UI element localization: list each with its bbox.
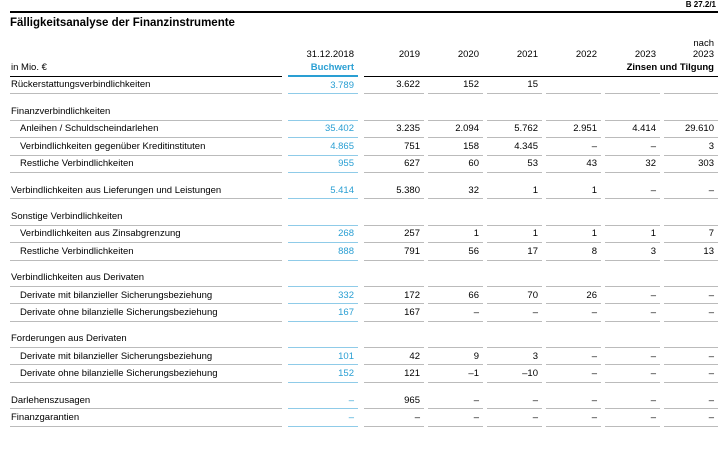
row-label: Derivate ohne bilanzielle Sicherungsbeziehung xyxy=(10,365,282,382)
value-cell xyxy=(487,103,542,120)
table-row xyxy=(10,76,718,94)
table-row xyxy=(10,208,718,225)
col-header-nach: nach xyxy=(693,38,714,49)
col-header-2023: 2023 xyxy=(634,49,656,60)
col-header-2020: 2020 xyxy=(457,49,479,60)
value-cell xyxy=(428,270,483,287)
row-label: Verbindlichkeiten aus Lieferungen und Leistungen xyxy=(10,182,282,199)
value-cell: – xyxy=(546,304,601,321)
value-cell: – xyxy=(546,409,601,426)
value-cell: 13 xyxy=(664,243,718,260)
table-row xyxy=(10,348,718,365)
row-label: Verbindlichkeiten gegenüber Kreditinstituten xyxy=(10,138,282,155)
value-cell: –10 xyxy=(487,365,542,382)
value-cell xyxy=(605,208,660,225)
value-cell: 751 xyxy=(364,138,424,155)
value-cell: 257 xyxy=(364,225,424,242)
table-row xyxy=(10,392,718,409)
buchwert-cell: 955 xyxy=(288,155,358,172)
buchwert-cell: 101 xyxy=(288,348,358,365)
value-cell: 1 xyxy=(605,225,660,242)
value-cell: 3.622 xyxy=(364,76,424,94)
value-cell: 3.235 xyxy=(364,120,424,137)
value-cell: – xyxy=(487,392,542,409)
col-header-2022: 2022 xyxy=(575,49,597,60)
value-cell xyxy=(546,103,601,120)
value-cell: 965 xyxy=(364,392,424,409)
value-cell: 3 xyxy=(664,138,718,155)
row-label: Forderungen aus Derivaten xyxy=(10,331,282,348)
value-cell: – xyxy=(664,182,718,199)
page-title: Fälligkeitsanalyse der Finanzinstrumente xyxy=(10,17,235,29)
value-cell: 26 xyxy=(546,286,601,303)
value-cell xyxy=(487,270,542,287)
value-cell: – xyxy=(664,304,718,321)
table-row xyxy=(10,120,718,137)
value-cell xyxy=(546,331,601,348)
column-header-row xyxy=(10,34,718,60)
value-cell: – xyxy=(487,304,542,321)
value-cell: 32 xyxy=(605,155,660,172)
value-cell: 1 xyxy=(428,225,483,242)
spacer-row xyxy=(10,94,718,104)
value-cell: – xyxy=(605,392,660,409)
value-cell xyxy=(605,331,660,348)
zinsen-tilgung-label: Zinsen und Tilgung xyxy=(664,60,718,76)
spacer-row xyxy=(10,321,718,331)
buchwert-cell xyxy=(288,331,358,348)
row-label: Finanzverbindlichkeiten xyxy=(10,103,282,120)
table-row xyxy=(10,331,718,348)
value-cell xyxy=(546,270,601,287)
value-cell: 17 xyxy=(487,243,542,260)
buchwert-cell: – xyxy=(288,392,358,409)
col-header-nach-year: 2023 xyxy=(692,49,714,60)
row-label: Finanzgarantien xyxy=(10,409,282,426)
value-cell: – xyxy=(605,304,660,321)
value-cell: 56 xyxy=(428,243,483,260)
value-cell xyxy=(428,331,483,348)
value-cell: 152 xyxy=(428,76,483,94)
value-cell: – xyxy=(664,348,718,365)
value-cell xyxy=(664,208,718,225)
value-cell: 29.610 xyxy=(664,120,718,137)
value-cell: 4.345 xyxy=(487,138,542,155)
value-cell: – xyxy=(664,409,718,426)
value-cell: –1 xyxy=(428,365,483,382)
value-cell xyxy=(487,331,542,348)
value-cell xyxy=(487,208,542,225)
row-label: Anleihen / Schuldscheindarlehen xyxy=(10,120,282,137)
table-row xyxy=(10,286,718,303)
value-cell: 167 xyxy=(364,304,424,321)
value-cell xyxy=(546,208,601,225)
buchwert-cell: 167 xyxy=(288,304,358,321)
spacer-row xyxy=(10,260,718,270)
buchwert-cell xyxy=(288,208,358,225)
value-cell xyxy=(605,103,660,120)
buchwert-cell: 35.402 xyxy=(288,120,358,137)
spacer-row xyxy=(10,199,718,209)
spacer-row xyxy=(10,382,718,392)
value-cell: 627 xyxy=(364,155,424,172)
value-cell: 53 xyxy=(487,155,542,172)
value-cell: 70 xyxy=(487,286,542,303)
col-header-nach-2023 xyxy=(664,34,718,60)
value-cell: 1 xyxy=(487,182,542,199)
table-row xyxy=(10,409,718,426)
value-cell: – xyxy=(605,365,660,382)
value-cell xyxy=(664,103,718,120)
buchwert-cell: 4.865 xyxy=(288,138,358,155)
table-row xyxy=(10,243,718,260)
value-cell: 4.414 xyxy=(605,120,660,137)
row-label: Verbindlichkeiten aus Derivaten xyxy=(10,270,282,287)
table-row xyxy=(10,155,718,172)
value-cell: – xyxy=(605,138,660,155)
value-cell: – xyxy=(546,348,601,365)
value-cell: 791 xyxy=(364,243,424,260)
value-cell: 5.762 xyxy=(487,120,542,137)
value-cell: 7 xyxy=(664,225,718,242)
buchwert-label: Buchwert xyxy=(288,60,358,76)
table-row xyxy=(10,138,718,155)
value-cell: 42 xyxy=(364,348,424,365)
value-cell xyxy=(364,103,424,120)
col-header-2018: 31.12.2018 xyxy=(306,49,354,60)
value-cell: – xyxy=(546,392,601,409)
buchwert-cell xyxy=(288,103,358,120)
buchwert-cell: 332 xyxy=(288,286,358,303)
value-cell: – xyxy=(664,286,718,303)
value-cell: 2.094 xyxy=(428,120,483,137)
table-row xyxy=(10,182,718,199)
value-cell xyxy=(664,331,718,348)
value-cell xyxy=(664,76,718,94)
value-cell: 8 xyxy=(546,243,601,260)
value-cell: – xyxy=(428,392,483,409)
table-row xyxy=(10,225,718,242)
value-cell xyxy=(664,270,718,287)
top-rule xyxy=(10,11,718,13)
value-cell: 158 xyxy=(428,138,483,155)
table-row xyxy=(10,270,718,287)
value-cell: 2.951 xyxy=(546,120,601,137)
table-row xyxy=(10,103,718,120)
value-cell: 66 xyxy=(428,286,483,303)
value-cell: 1 xyxy=(546,225,601,242)
value-cell: 3 xyxy=(487,348,542,365)
value-cell: 1 xyxy=(487,225,542,242)
col-header-2019: 2019 xyxy=(398,49,420,60)
buchwert-cell: 5.414 xyxy=(288,182,358,199)
value-cell: – xyxy=(364,409,424,426)
value-cell: – xyxy=(605,286,660,303)
spacer-row xyxy=(10,172,718,182)
unit-label: in Mio. € xyxy=(10,60,282,76)
value-cell: – xyxy=(428,409,483,426)
value-cell xyxy=(364,331,424,348)
value-cell xyxy=(605,270,660,287)
col-header-2021: 2021 xyxy=(516,49,538,60)
value-cell: – xyxy=(546,138,601,155)
value-cell: 5.380 xyxy=(364,182,424,199)
row-label: Restliche Verbindlichkeiten xyxy=(10,243,282,260)
buchwert-cell xyxy=(288,270,358,287)
value-cell xyxy=(364,208,424,225)
row-label: Restliche Verbindlichkeiten xyxy=(10,155,282,172)
value-cell: 9 xyxy=(428,348,483,365)
value-cell xyxy=(428,208,483,225)
page-id: B 27.2/1 xyxy=(685,0,716,9)
row-label: Derivate mit bilanzieller Sicherungsbeziehung xyxy=(10,348,282,365)
value-cell: 303 xyxy=(664,155,718,172)
value-cell: 3 xyxy=(605,243,660,260)
value-cell xyxy=(428,103,483,120)
row-label: Derivate ohne bilanzielle Sicherungsbeziehung xyxy=(10,304,282,321)
buchwert-cell: 888 xyxy=(288,243,358,260)
value-cell: 43 xyxy=(546,155,601,172)
row-label: Rückerstattungsverbindlichkeiten xyxy=(10,76,282,94)
row-label: Sonstige Verbindlichkeiten xyxy=(10,208,282,225)
value-cell: – xyxy=(664,365,718,382)
value-cell: 32 xyxy=(428,182,483,199)
value-cell: – xyxy=(605,409,660,426)
table-row xyxy=(10,365,718,382)
value-cell xyxy=(605,76,660,94)
value-cell xyxy=(546,76,601,94)
value-cell: – xyxy=(605,348,660,365)
table-row xyxy=(10,304,718,321)
maturity-table xyxy=(10,34,718,427)
value-cell: 15 xyxy=(487,76,542,94)
value-cell: 1 xyxy=(546,182,601,199)
value-cell xyxy=(364,270,424,287)
buchwert-cell: 152 xyxy=(288,365,358,382)
buchwert-cell: 268 xyxy=(288,225,358,242)
value-cell: – xyxy=(605,182,660,199)
buchwert-cell: – xyxy=(288,409,358,426)
buchwert-cell: 3.789 xyxy=(288,76,358,94)
row-label: Derivate mit bilanzieller Sicherungsbeziehung xyxy=(10,286,282,303)
row-label: Darlehenszusagen xyxy=(10,392,282,409)
value-cell: 121 xyxy=(364,365,424,382)
value-cell: – xyxy=(428,304,483,321)
value-cell: – xyxy=(487,409,542,426)
row-label: Verbindlichkeiten aus Zinsabgrenzung xyxy=(10,225,282,242)
subheader-row xyxy=(10,60,718,76)
value-cell: – xyxy=(664,392,718,409)
value-cell: 172 xyxy=(364,286,424,303)
value-cell: – xyxy=(546,365,601,382)
value-cell: 60 xyxy=(428,155,483,172)
